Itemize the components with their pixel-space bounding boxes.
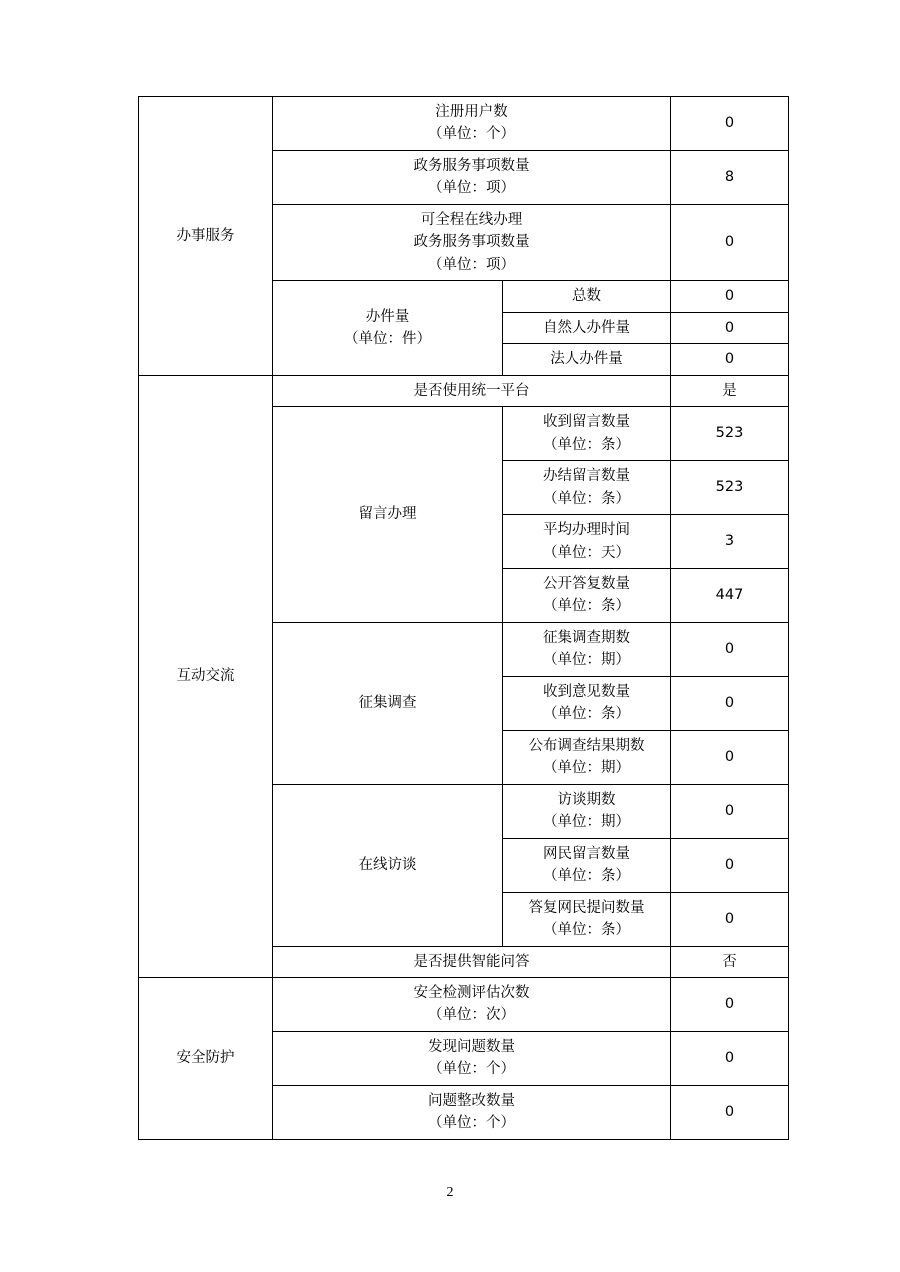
subitem-label-line2: （单位：条） [543, 706, 630, 723]
subitem-cell: 法人办件量 [503, 344, 671, 375]
item-label-line1: 注册用户数 [435, 104, 508, 120]
value-cell: 0 [671, 281, 789, 312]
value-cell: 8 [671, 150, 789, 204]
value-cell: 3 [671, 515, 789, 569]
subitem-label-line2: （单位：期） [543, 814, 630, 831]
subitem-label-line2: （单位：天） [543, 544, 630, 561]
value-cell: 0 [671, 344, 789, 375]
item-label-line1: 安全检测评估次数 [413, 985, 530, 1001]
subitem-cell [503, 730, 671, 784]
item-cell [273, 150, 671, 204]
subitem-cell [503, 515, 671, 569]
subitem-label-line2: （单位：条） [543, 490, 630, 507]
government-website-report-table [138, 96, 789, 1140]
item-cell [273, 1031, 671, 1085]
item-cell: 在线访谈 [273, 784, 503, 946]
value-cell: 0 [671, 784, 789, 838]
subitem-label-line1: 公布调查结果期数 [528, 737, 645, 754]
item-label-line3: （单位：项） [428, 256, 515, 273]
category-cell: 互动交流 [139, 375, 273, 977]
item-label-line1: 政务服务事项数量 [413, 157, 530, 174]
subitem-label-line1: 平均办理时间 [543, 522, 630, 539]
subitem-label-line1: 收到留言数量 [543, 414, 630, 431]
item-label-line2: （单位：次） [428, 1007, 515, 1024]
value-cell: 0 [671, 622, 789, 676]
subitem-label-line2: （单位：条） [543, 922, 630, 939]
subitem-label-line1: 网民留言数量 [543, 845, 630, 862]
item-label-line2: 政务服务事项数量 [413, 234, 530, 251]
value-cell: 0 [671, 1085, 789, 1139]
value-cell: 0 [671, 730, 789, 784]
subitem-label-line1: 答复网民提问数量 [528, 899, 645, 916]
subitem-cell [503, 676, 671, 730]
subitem-cell [503, 784, 671, 838]
subitem-label-line2: （单位：条） [543, 868, 630, 885]
value-cell: 523 [671, 461, 789, 515]
subitem-label-line2: （单位：期） [543, 652, 630, 669]
table-row [139, 978, 789, 1032]
value-cell: 0 [671, 312, 789, 343]
item-cell: 是否使用统一平台 [273, 375, 671, 406]
value-cell: 0 [671, 97, 789, 151]
subitem-label-line1: 办结留言数量 [543, 468, 630, 485]
subitem-cell [503, 622, 671, 676]
item-label-line2: （单位：项） [428, 180, 515, 197]
subitem-label-line1: 征集调查期数 [543, 629, 630, 646]
subitem-label-line2: （单位：条） [543, 436, 630, 453]
item-label-line1: 可全程在线办理 [420, 211, 523, 228]
value-cell: 0 [671, 892, 789, 946]
item-cell [273, 978, 671, 1032]
value-cell: 447 [671, 568, 789, 622]
subitem-cell: 总数 [503, 281, 671, 312]
category-cell: 安全防护 [139, 978, 273, 1140]
category-cell: 办事服务 [139, 97, 273, 376]
subitem-label-line1: 公开答复数量 [543, 575, 630, 592]
item-cell: 是否提供智能问答 [273, 946, 671, 977]
value-cell: 是 [671, 375, 789, 406]
value-cell: 0 [671, 676, 789, 730]
subitem-cell [503, 407, 671, 461]
subitem-cell [503, 461, 671, 515]
subitem-cell [503, 892, 671, 946]
item-label-line2: （单位：个） [428, 1061, 515, 1078]
item-cell: 征集调查 [273, 622, 503, 784]
table-row [139, 375, 789, 406]
value-cell: 0 [671, 838, 789, 892]
item-cell [273, 204, 671, 280]
item-label-line1: 问题整改数量 [428, 1092, 515, 1109]
item-label-line2: （单位：个） [428, 126, 515, 143]
subitem-cell: 自然人办件量 [503, 312, 671, 343]
item-label-line1: 发现问题数量 [428, 1038, 515, 1055]
item-cell [273, 97, 671, 151]
value-cell: 523 [671, 407, 789, 461]
item-label-line2: （单位：个） [428, 1115, 515, 1132]
subitem-label-line2: （单位：条） [543, 598, 630, 615]
item-label-line2: （单位：件） [344, 330, 431, 347]
page-number: 2 [446, 1185, 454, 1200]
value-cell: 0 [671, 978, 789, 1032]
subitem-cell [503, 838, 671, 892]
subitem-label-line2: （单位：期） [543, 760, 630, 777]
table-row [139, 97, 789, 151]
subitem-label-line1: 访谈期数 [557, 791, 616, 808]
subitem-label-line1: 收到意见数量 [543, 683, 630, 700]
value-cell: 否 [671, 946, 789, 977]
item-cell [273, 1085, 671, 1139]
subitem-cell [503, 568, 671, 622]
item-cell [273, 281, 503, 375]
value-cell: 0 [671, 204, 789, 280]
value-cell: 0 [671, 1031, 789, 1085]
item-label-line1: 办件量 [365, 308, 410, 325]
item-cell: 留言办理 [273, 407, 503, 623]
